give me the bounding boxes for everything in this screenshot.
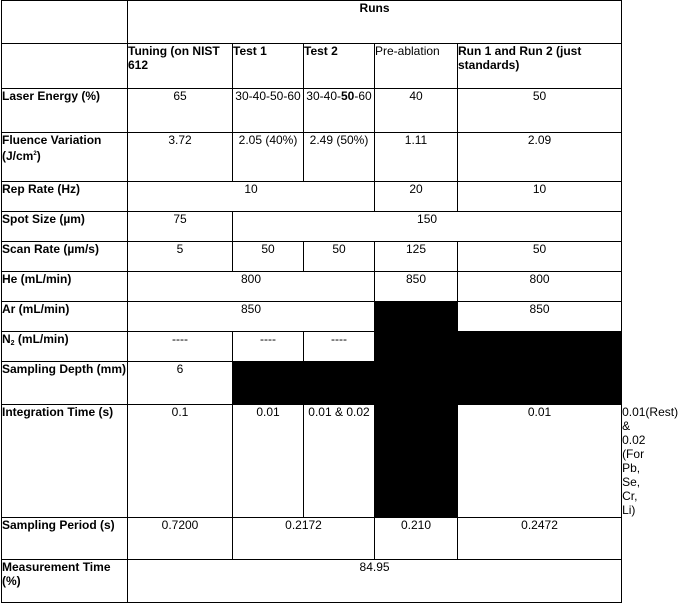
cell-int-test1: 0.01 [233, 405, 304, 518]
cell-laser-test2 [304, 89, 375, 133]
cell-fluence-run: 2.09 [458, 133, 622, 182]
cell-fluence-test1: 2.05 (40%) [233, 133, 304, 182]
cell-rep-tuning-tests: 10 [128, 182, 375, 212]
cell-period-tests: 0.2172 [233, 518, 375, 560]
header-row [2, 44, 622, 89]
row-sampling-period [2, 518, 622, 560]
cell-n2-test2: ---- [304, 332, 375, 362]
cell-rep-pre: 20 [375, 182, 458, 212]
blacked-out-tests-depth [233, 362, 375, 405]
cell-laser-run: 50 [458, 89, 622, 133]
fluence-label-close: ) [36, 149, 41, 163]
row-label-scan-rate: Scan Rate (µm/s) [2, 242, 128, 272]
cell-spot-rest: 150 [233, 212, 622, 242]
row-spot-size [2, 212, 622, 242]
n2-label-n: N [2, 332, 11, 346]
runs-table [1, 0, 678, 603]
row-he [2, 272, 622, 302]
cell-spot-tuning: 75 [128, 212, 233, 242]
blacked-out-pre-ablation [375, 302, 458, 518]
row-measurement [2, 560, 622, 603]
row-fluence [2, 133, 622, 182]
cell-he-tuning-tests: 800 [128, 272, 375, 302]
column-header-tuning: Tuning (on NIST 612 [128, 44, 233, 89]
row-ar [2, 302, 622, 332]
row-label-sampling-depth: Sampling Depth (mm) [2, 362, 128, 405]
cell-scan-tuning: 5 [128, 242, 233, 272]
header-blank-cell [2, 44, 128, 89]
row-label-integration: Integration Time (s) [2, 405, 128, 518]
blacked-out-run-n2-depth [458, 332, 622, 405]
cell-depth-tuning: 6 [128, 362, 233, 405]
cell-laser-tuning: 65 [128, 89, 233, 133]
cell-ar-tuning-tests: 850 [128, 302, 375, 332]
cell-fluence-test2: 2.49 (50%) [304, 133, 375, 182]
row-label-spot-size: Spot Size (µm) [2, 212, 128, 242]
cell-int-tuning: 0.1 [128, 405, 233, 518]
cell-period-pre: 0.210 [375, 518, 458, 560]
row-label-ar: Ar (mL/min) [2, 302, 128, 332]
row-scan-rate [2, 242, 622, 272]
row-label-rep-rate: Rep Rate (Hz) [2, 182, 128, 212]
row-label-measurement: Measurement Time (%) [2, 560, 128, 603]
row-label-laser-energy: Laser Energy (%) [2, 89, 128, 133]
row-label-he: He (mL/min) [2, 272, 128, 302]
cell-scan-pre: 125 [375, 242, 458, 272]
cell-period-run: 0.2472 [458, 518, 622, 560]
cell-n2-test1: ---- [233, 332, 304, 362]
cell-int-pre: 0.01 [458, 405, 622, 518]
cell-measurement-all: 84.95 [128, 560, 622, 603]
laser-test2-part1: 30-40- [306, 89, 341, 103]
cell-laser-test1: 30-40-50-60 [233, 89, 304, 133]
table-title: Runs [128, 1, 622, 44]
fluence-label-sup: 2 [33, 151, 37, 157]
column-header-pre-ablation: Pre-ablation [375, 44, 458, 89]
cell-scan-test1: 50 [233, 242, 304, 272]
laser-test2-part3: -60 [354, 89, 372, 103]
row-label-n2 [2, 332, 128, 362]
row-rep-rate [2, 182, 622, 212]
cell-ar-run: 850 [458, 302, 622, 332]
title-row [2, 1, 622, 44]
column-header-test2: Test 2 [304, 44, 375, 89]
cell-he-run: 800 [458, 272, 622, 302]
cell-period-tuning: 0.7200 [128, 518, 233, 560]
cell-int-test2: 0.01 & 0.02 [304, 405, 375, 518]
row-label-fluence [2, 133, 128, 182]
n2-label-rest: (mL/min) [14, 332, 69, 346]
column-header-test1: Test 1 [233, 44, 304, 89]
cell-rep-run: 10 [458, 182, 622, 212]
column-header-run: Run 1 and Run 2 (just standards) [458, 44, 622, 89]
fluence-label-text: Fluence Variation (J/cm [2, 133, 102, 163]
cell-scan-test2: 50 [304, 242, 375, 272]
row-laser-energy [2, 89, 622, 133]
laser-test2-bold: 50 [340, 89, 355, 103]
row-integration: Integration Time (s) 0.1 0.01 0.01 & 0.02 0.01 0.01(Rest) & 0.02 (For Pb, Se, Cr, Li) [2, 405, 678, 517]
cell-n2-tuning: ---- [128, 332, 233, 362]
cell-fluence-pre: 1.11 [375, 133, 458, 182]
row-n2 [2, 332, 622, 362]
cell-he-pre: 850 [375, 272, 458, 302]
row-label-sampling-period: Sampling Period (s) [2, 518, 128, 560]
corner-cell [2, 1, 128, 44]
n2-label-sub: 2 [10, 340, 15, 347]
cell-fluence-tuning: 3.72 [128, 133, 233, 182]
cell-laser-pre: 40 [375, 89, 458, 133]
cell-scan-run: 50 [458, 242, 622, 272]
